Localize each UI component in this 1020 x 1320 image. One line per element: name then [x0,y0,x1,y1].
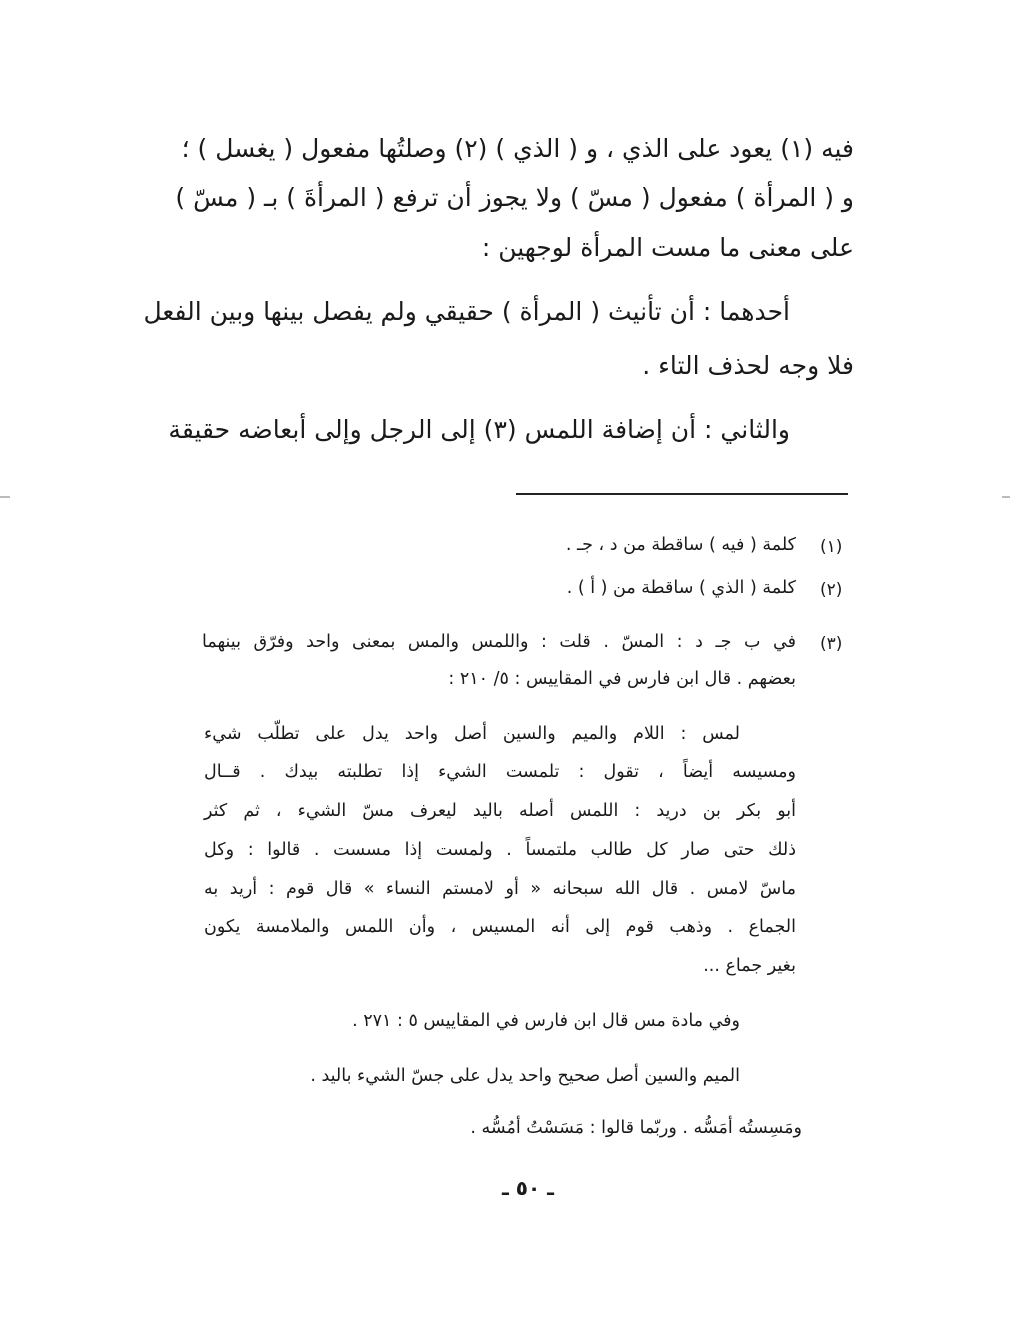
quote-1-line-6: الجماع . وذهب قوم إلى أنه المسيس ، وأن اللمس والملامسة يكون [204,917,796,937]
quote-1-line-5: ماسّ لامس . قال الله سبحانه « أو لامستم النساء » قال قوم : أريد به [204,879,796,899]
body-line-2: و ( المرأة ) مفعول ( مسّ ) ولا يجوز أن ترفع ( المرأةَ ) بـ ( مسّ ) [175,183,854,212]
footnote-number-3: (٣) [820,634,843,654]
page-number: ـ ٥٠ ـ [501,1176,555,1200]
body-line-4: أحدهما : أن تأنيث ( المرأة ) حقيقي ولم يفصل بينها وبين الفعل [143,297,790,326]
quote-1-line-1: لمس : اللام والميم والسين أصل واحد يدل على تطلّب شيء [204,724,740,744]
quote-1-line-3: أبو بكر بن دريد : اللمس أصله باليد ليعرف مسّ الشيء ، ثم كثر [204,801,796,821]
punch-mark [1002,496,1010,498]
body-line-5: فلا وجه لحذف التاء . [642,351,854,380]
quote-2-line-2: ومَسِستُه أمَسُّه . وربّما قالوا : مَسَسْتُ أمُسُّه . [470,1118,802,1138]
quote-1-line-4: ذلك حتى صار كل طالب ملتمساً . ولمست إذا مسست . قالوا : وكل [204,840,796,860]
footnote-1-text: كلمة ( فيه ) ساقطة من د ، جـ . [565,535,796,555]
footnote-number-1: (١) [820,537,843,557]
footnote-3-line-2: بعضهم . قال ابن فارس في المقاييس : ٥/ ٢١٠ : [448,669,796,689]
quote-2-intro: وفي مادة مس قال ابن فارس في المقاييس ٥ : ٢٧١ . [352,1011,740,1031]
punch-mark-left [0,496,10,498]
quote-1-line-2: ومسيسه أيضاً ، تقول : تلمست الشيء إذا تطلبته بيدك . قــال [204,762,796,782]
body-line-6: والثاني : أن إضافة اللمس (٣) إلى الرجل وإلى أبعاضه حقيقة [168,415,790,444]
body-line-3: على معنى ما مست المرأة لوجهين : [481,233,854,262]
footnote-separator [516,493,848,495]
body-line-1: فيه (١) يعود على الذي ، و ( الذي ) (٢) وصلتُها مفعول ( يغسل ) ؛ [181,134,854,163]
footnote-3-line-1: في ب جـ د : المسّ . قلت : واللمس والمس بمعنى واحد وفرّق بينهما [202,632,796,652]
quote-2-line-1: الميم والسين أصل صحيح واحد يدل على جسّ الشيء باليد . [310,1066,740,1086]
footnote-number-2: (٢) [820,580,843,600]
quote-1-line-7: بغير جماع ... [703,956,796,976]
footnote-2-text: كلمة ( الذي ) ساقطة من ( أ ) . [566,578,796,598]
